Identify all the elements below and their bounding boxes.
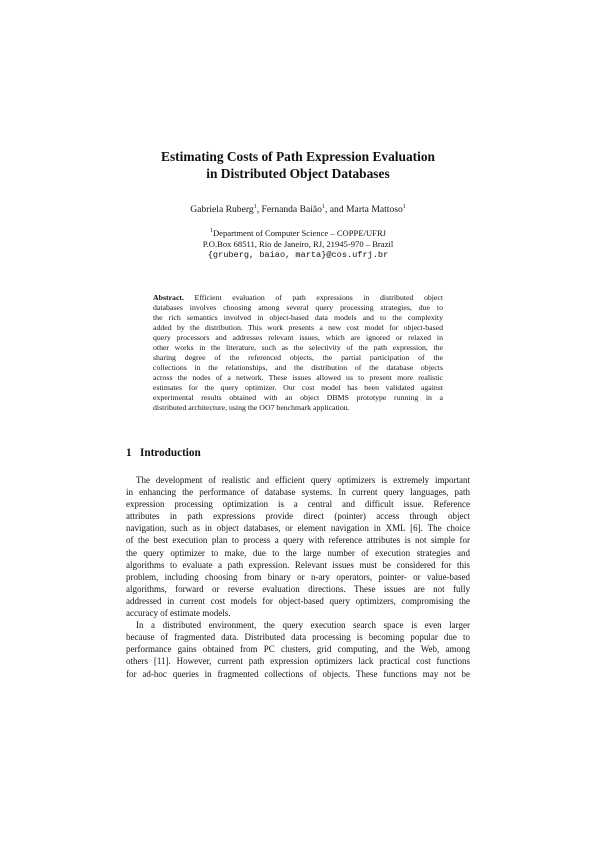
- abstract-line: other works in the literature, such as the selectivity of the path expression, the: [153, 343, 443, 352]
- body-line: problem, including choosing from binary or n-ary operators, pointer- or value-based: [126, 571, 470, 582]
- abstract-line: experimental results obtained with an object DBMS prototype running in a: [153, 393, 443, 402]
- paper-title: [0, 148, 596, 182]
- author-separator: , and: [324, 204, 347, 215]
- body-line: The development of realistic and efficient query optimizers is extremely important: [136, 475, 470, 485]
- body-text: [126, 474, 470, 680]
- body-line: of the best execution plan to process a query with reference attributes is not simple for: [126, 535, 470, 546]
- abstract-line: across the nodes of a network. These issues allowed us to present more realistic: [153, 373, 443, 382]
- abstract-line: sharing degree of the referenced objects, the partial participation of the: [153, 353, 443, 362]
- author-baiao-affil: 1: [321, 204, 325, 210]
- abstract-line: collections in the relationships, and the distribution of the database objects: [153, 363, 443, 372]
- author-ruberg-affil: 1: [253, 204, 257, 210]
- author-mattoso-affil: 1: [402, 204, 406, 210]
- affiliation: [0, 228, 596, 261]
- abstract-label: Abstract.: [153, 293, 184, 302]
- body-line: because of fragmented data. Distributed data processing is becoming popular due to: [126, 632, 470, 643]
- abstract-line: query processors and addresses relevant issues, which are ignored or relaxed in: [153, 333, 443, 342]
- abstract-line: [153, 293, 443, 303]
- body-line: in enhancing the performance of database systems. In current query languages, path: [126, 487, 470, 498]
- abstract: [153, 293, 443, 413]
- title-line-2: in Distributed Object Databases: [206, 166, 390, 181]
- body-line: addressed in current cost models for object-based query optimizers, compromising the: [126, 595, 470, 606]
- abstract-text: Efficient evaluation of path expressions in distributed object: [183, 293, 443, 302]
- body-line: others [11]. However, current path expression optimizers lack practical cost functions: [126, 656, 470, 667]
- body-line: for ad-hoc queries in fragmented collections of objects. These functions may not be: [126, 668, 470, 679]
- affiliation-department: [0, 228, 596, 239]
- author-ruberg: Gabriela Ruberg: [190, 204, 254, 215]
- abstract-line: added by the distribution. This work presents a new cost model for object-based: [153, 323, 443, 332]
- author-baiao: Fernanda Baião: [261, 204, 322, 215]
- body-line: the query optimizer to make, due to the large number of execution strategies and: [126, 547, 470, 558]
- body-line: attributes in path expressions provide direct (pointer) access through object: [126, 511, 470, 522]
- affiliation-email: {gruberg, baiao, marta}@cos.ufrj.br: [207, 250, 389, 260]
- abstract-line: distributed architecture, using the OO7 benchmark application.: [153, 403, 350, 412]
- section-number: 1: [126, 447, 132, 459]
- body-line: expression processing optimization is a central and difficult issue. Reference: [126, 499, 470, 510]
- abstract-line: the rich semantics involved in object-based data models and to the complexity: [153, 313, 443, 322]
- body-line: navigation, such as in object databases, or element navigation in XML [6]. The choice: [126, 523, 470, 534]
- abstract-line: databases involves choosing among several query processing strategies, due to: [153, 303, 443, 312]
- author-mattoso: Marta Mattoso: [346, 204, 403, 215]
- section-heading: [126, 446, 201, 460]
- body-line: performance gains obtained from PC clusters, grid computing, and the Web, among: [126, 644, 470, 655]
- author-separator: ,: [256, 204, 262, 215]
- section-title: Introduction: [140, 447, 201, 459]
- department-name: Department of Computer Science – COPPE/UFRJ: [212, 228, 387, 238]
- affiliation-address: P.O.Box 68511, Rio de Janeiro, RJ, 21945-970 – Brazil: [202, 239, 394, 249]
- body-line: In a distributed environment, the query execution search space is even larger: [136, 620, 470, 631]
- abstract-line: estimates for the query optimizer. Our cost model has been validated against: [153, 383, 443, 392]
- author-list: [0, 204, 596, 216]
- title-line-1: Estimating Costs of Path Expression Evaluation: [161, 149, 435, 164]
- body-line: accuracy of estimate models.: [126, 608, 231, 619]
- affiliation-marker: 1: [209, 228, 213, 234]
- body-line: algorithms to evaluate a path expression. Relevant issues must be considered for this: [126, 559, 470, 570]
- body-line: algorithms, forward or reverse evaluation directions. These issues are not fully: [126, 583, 470, 594]
